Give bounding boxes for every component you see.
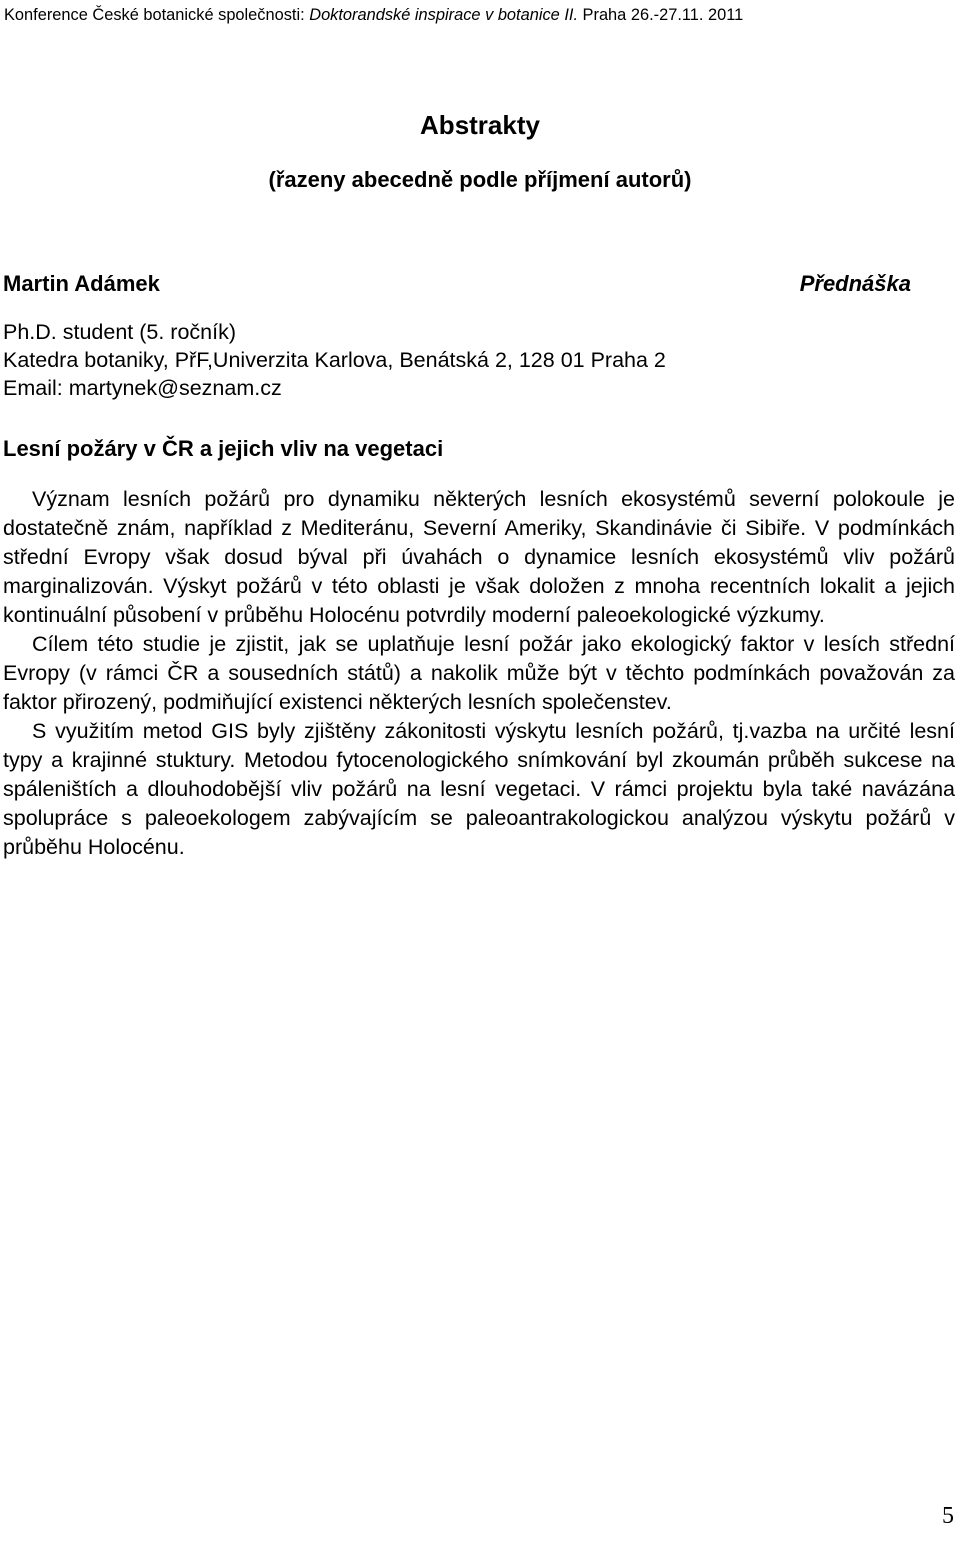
affiliation-line-department: Katedra botaniky, PřF,Univerzita Karlova, Benátská 2, 128 01 Praha 2: [3, 348, 666, 372]
affiliation-line-email: Email: martynek@seznam.cz: [3, 376, 282, 400]
page-number: 5: [942, 1503, 954, 1529]
header-suffix: Praha 26.-27.11. 2011: [578, 6, 744, 24]
running-header: [4, 4, 944, 26]
abstract-body: [3, 485, 955, 862]
affiliation-line-status: Ph.D. student (5. ročník): [3, 320, 237, 344]
author-row: [3, 269, 911, 299]
header-prefix: Konference České botanické společnosti:: [4, 6, 310, 24]
abstract-paragraph: S využitím metod GIS byly zjištěny zákonitosti výskytu lesních požárů, tj.vazba na určité lesní typy a krajinné stuktury. Metodou fytocenologického snímkování byl zkoumán průběh sukcese na spáleništích a dlouhodobější vliv požárů na lesní vegetaci. V rámci projektu byla také navázána spolupráce s paleoekologem zabývajícím se paleoantrakologickou analýzou výskytu požárů v průběhu Holocénu.: [3, 719, 955, 859]
header-event-name: Doktorandské inspirace v botanice II.: [309, 6, 578, 24]
presentation-type: Přednáška: [799, 271, 911, 296]
abstract-title: Lesní požáry v ČR a jejich vliv na vegetaci: [3, 436, 444, 461]
abstract-paragraph: Význam lesních požárů pro dynamiku některých lesních ekosystémů severní polokoule je dostatečně znám, například z Mediteránu, Severní Ameriky, Skandinávie či Sibiře. V podmínkách střední Evropy však dosud býval při úvahách o dynamice lesních ekosystémů vliv požárů marginalizován. Výskyt požárů v této oblasti je však doložen z mnoha recentních lokalit a jejich kontinuální působení v průběhu Holocénu potvrdily moderní paleoekologické výzkumy.: [3, 487, 955, 627]
page-title: Abstrakty: [420, 110, 540, 140]
author-affiliation: [3, 318, 943, 402]
abstract-paragraph: Cílem této studie je zjistit, jak se uplatňuje lesní požár jako ekologický faktor v lesích střední Evropy (v rámci ČR a sousedních států) a nakolik může být v těchto podmínkách považován za faktor přirozený, podmiňující existenci některých lesních společenstev.: [3, 632, 955, 714]
author-name: Martin Adámek: [3, 271, 160, 296]
page-subtitle: (řazeny abecedně podle příjmení autorů): [268, 167, 692, 192]
